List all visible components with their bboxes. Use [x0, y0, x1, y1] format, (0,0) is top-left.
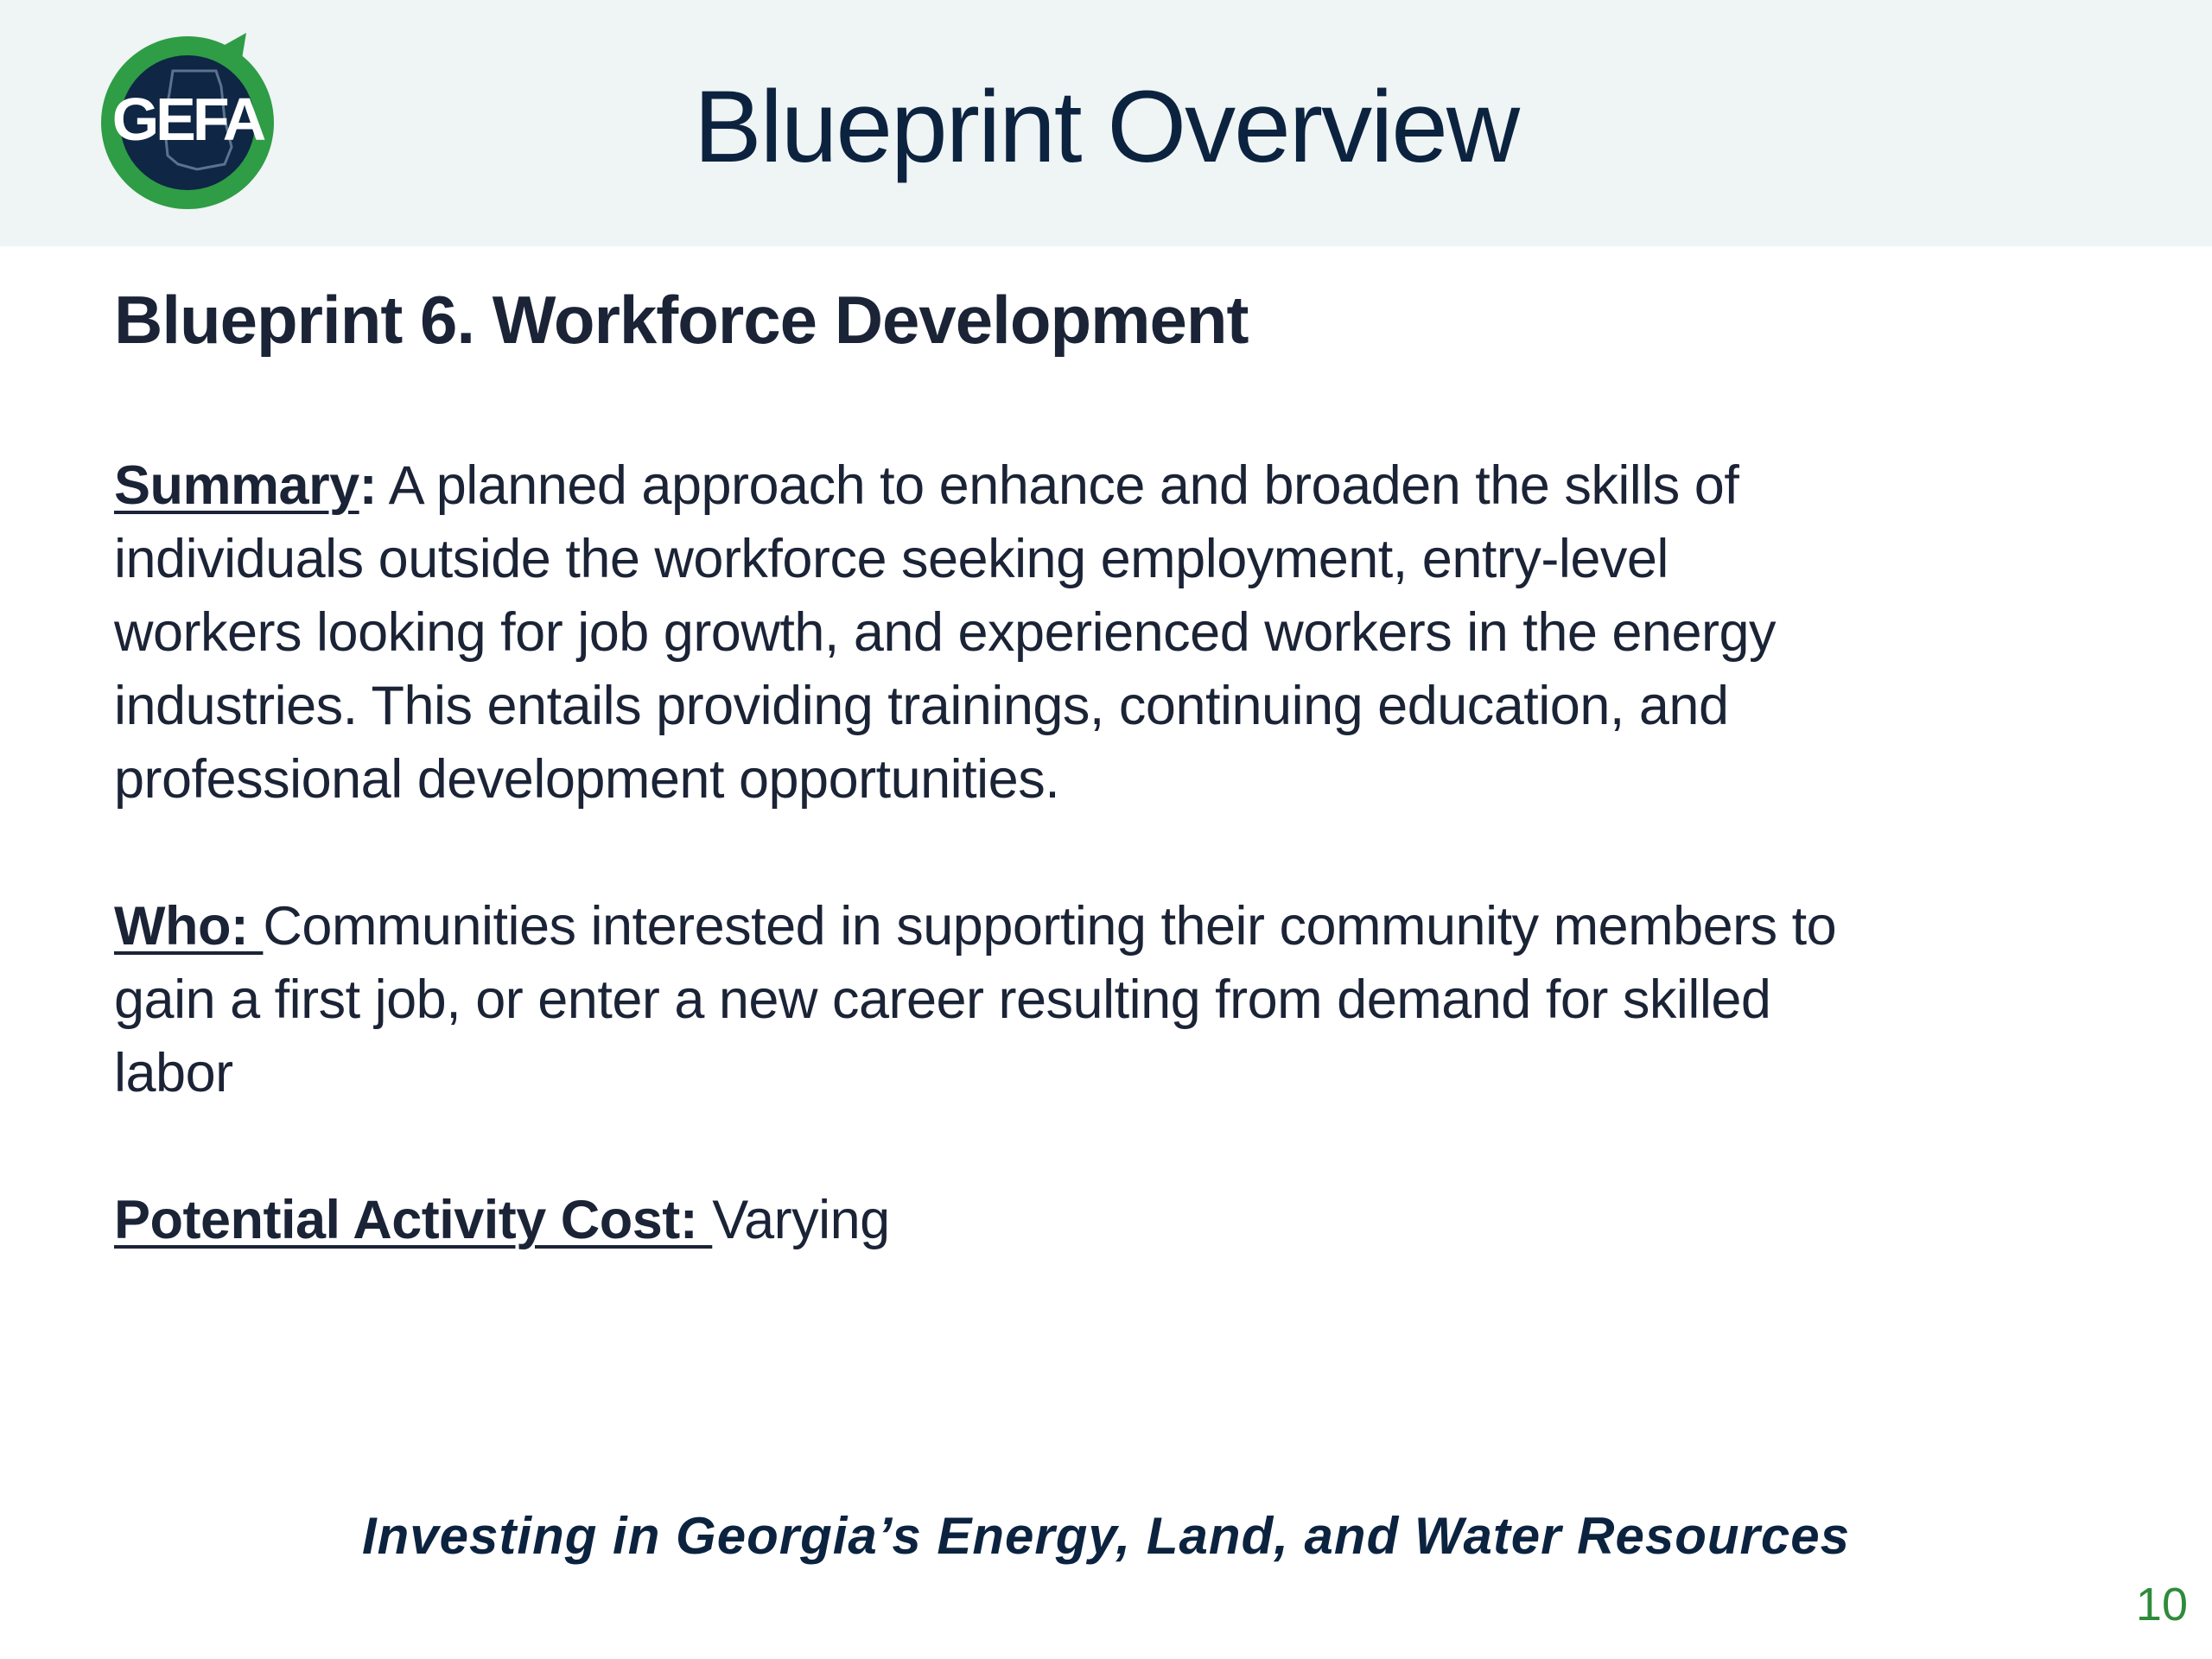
cost-paragraph	[114, 1184, 1842, 1257]
footer-tagline: Investing in Georgia’s Energy, Land, and Water Resources	[361, 1507, 1851, 1565]
cost-label: Potential Activity Cost:	[114, 1190, 713, 1250]
summary-text: A planned approach to enhance and broaden the skills of individuals outside the workforce seeking employment, entry-level workers looking for job growth, and experienced workers in the energy industries. This entails providing trainings, continuing education, and professional development opportunities.	[114, 455, 1777, 810]
who-label: Who:	[114, 896, 264, 957]
who-paragraph	[114, 890, 1842, 1110]
page-title	[0, 71, 2212, 183]
who-text: Communities interested in supporting their community members to gain a first job, or enter a new career resulting from demand for skilled labor	[114, 896, 1837, 1103]
cost-text: Varying	[712, 1190, 890, 1250]
main-content	[114, 268, 1842, 1257]
section-heading: Blueprint 6. Workforce Development	[114, 282, 1249, 358]
summary-colon: :	[359, 455, 378, 516]
page-number: 10	[2135, 1579, 2188, 1630]
summary-label: Summary	[114, 455, 359, 516]
summary-paragraph	[114, 449, 1842, 817]
page-title-text: Blueprint Overview	[693, 70, 1519, 184]
logo-wordmark: GEFA	[111, 86, 264, 153]
